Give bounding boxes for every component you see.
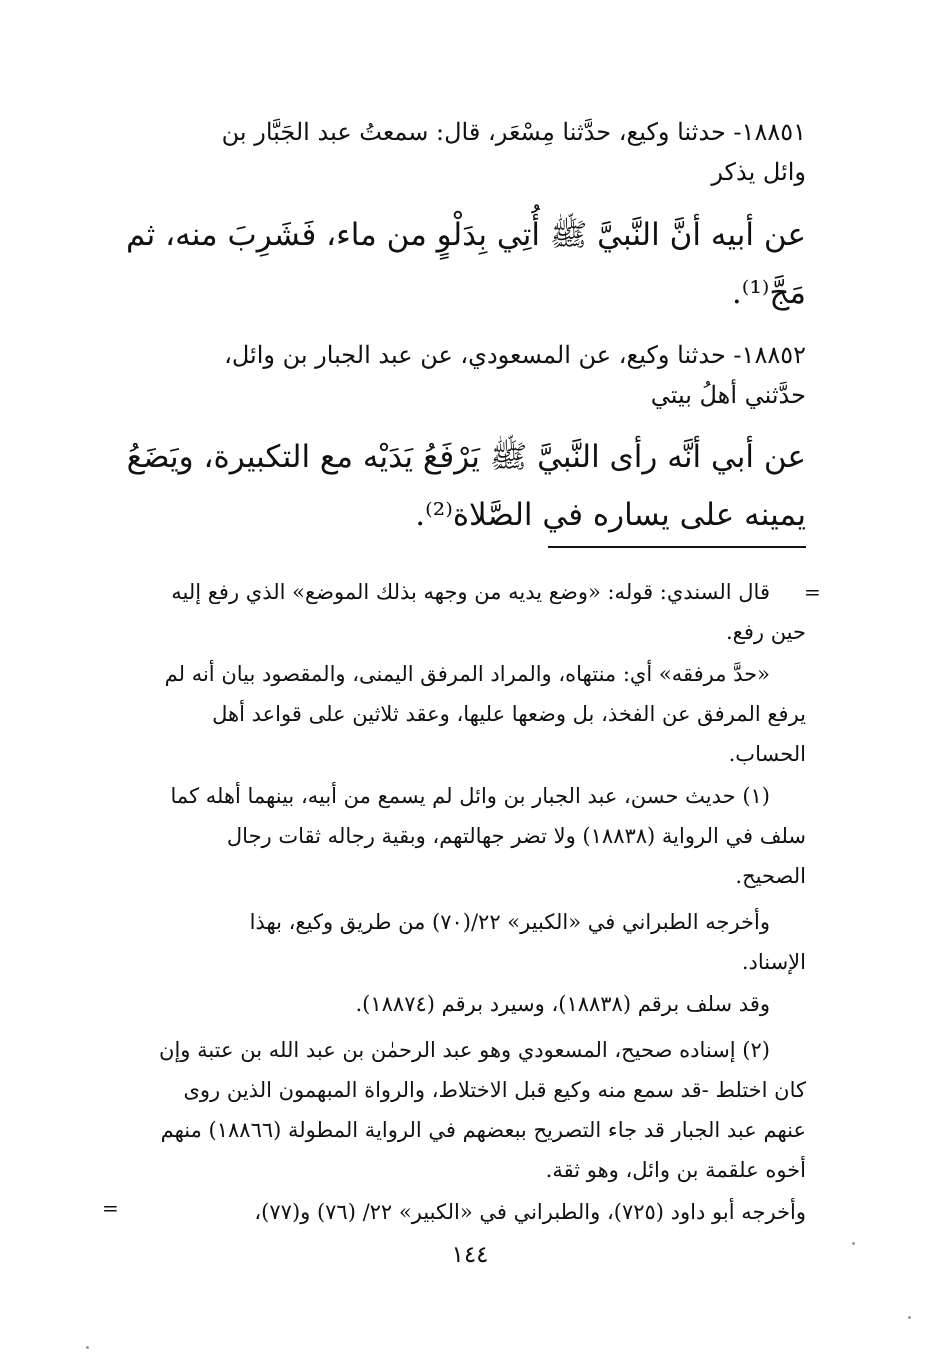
text-line: الحساب. xyxy=(728,742,806,766)
text-line: وقد سلف برقم (١٨٨٣٨)، وسيرد برقم (١٨٨٧٤). xyxy=(355,992,770,1016)
footnote-2-abudawud xyxy=(130,1192,806,1232)
hadith-18852-text xyxy=(96,428,806,544)
text-line: وائل يذكر xyxy=(711,158,806,186)
continuation-mark-end: = xyxy=(102,1196,119,1220)
footnote-separator xyxy=(548,546,806,548)
text-line: الإسناد. xyxy=(741,950,806,974)
footnote-2 xyxy=(100,1030,806,1190)
hadith-18852-intro xyxy=(100,335,806,415)
footnote-1 xyxy=(100,776,806,896)
text-line: «حدَّ مرفقه» أي: منتهاه، والمراد المرفق اليمنى، والمقصود بيان أنه لم xyxy=(164,662,770,686)
footnote-1-tabarani xyxy=(100,902,806,982)
text-line: عن أبيه أنَّ النَّبيَّ ﷺ أُتِي بِدَلْوٍ من ماء، فَشَرِبَ منه، ثم xyxy=(125,217,806,253)
text-line: قال السندي: قوله: «وضع يديه من وجهه بذلك الموضع» الذي رفع إليه xyxy=(171,580,770,604)
text-line: عنهم عبد الجبار قد جاء التصريح ببعضهم في الرواية المطولة (١٨٨٦٦) منهم xyxy=(160,1118,806,1142)
text-line: يمينه على يساره في الصَّلاة⁽²⁾. xyxy=(415,497,806,533)
text-line: وأخرجه أبو داود (٧٢٥)، والطبراني في «الكبير» ٢٢/ (٧٦) و(٧٧)، xyxy=(254,1200,806,1224)
text-line: يرفع المرفق عن الفخذ، بل وضعها عليها، وعقد ثلاثين على قواعد أهل xyxy=(212,702,806,726)
page-number: ١٤٤ xyxy=(451,1242,489,1268)
hadith-18851-intro xyxy=(100,112,806,192)
text-line: (١) حديث حسن، عبد الجبار بن وائل لم يسمع من أبيه، بينهما أهله كما xyxy=(170,784,770,808)
text-line: مَجَّ⁽¹⁾. xyxy=(731,275,806,311)
scan-speck xyxy=(86,1346,89,1349)
text-line: عن أبي أنَّه رأى النَّبيَّ ﷺ يَرْفَعُ يَدَيْه مع التكبيرة، ويَضَعُ xyxy=(126,439,806,475)
text-line: (٢) إسناده صحيح، المسعودي وهو عبد الرحمٰن بن عبد الله بن عتبة وإن xyxy=(159,1038,770,1062)
text-line: ١٨٨٥٢- حدثنا وكيع، عن المسعودي، عن عبد الجبار بن وائل، xyxy=(224,341,806,369)
hadith-18851-text xyxy=(96,206,806,322)
text-line: وأخرجه الطبراني في «الكبير» ٢٢/(٧٠) من طريق وكيع، بهذا xyxy=(249,910,770,934)
text-line: حين رفع. xyxy=(725,620,806,644)
footnote-marfaq xyxy=(100,654,806,774)
footnote-sindi xyxy=(100,572,806,652)
text-line: سلف في الرواية (١٨٨٣٨) ولا تضر جهالتهم، وبقية رجاله ثقات رجال xyxy=(226,824,806,848)
footnote-1-cross-ref xyxy=(100,984,806,1024)
text-line: حدَّثني أهلُ بيتي xyxy=(650,381,806,409)
scan-speck xyxy=(852,1242,855,1245)
text-line: أخوه علقمة بن وائل، وهو ثقة. xyxy=(545,1158,806,1182)
text-line: كان اختلط -قد سمع منه وكيع قبل الاختلاط، والرواة المبهمون الذين روى xyxy=(183,1078,806,1102)
scan-speck xyxy=(908,1316,911,1319)
text-line: ١٨٨٥١- حدثنا وكيع، حدَّثنا مِسْعَر، قال: سمعتُ عبد الجَبَّار بن xyxy=(221,118,806,146)
continuation-mark: = xyxy=(804,580,821,604)
text-line: الصحيح. xyxy=(735,864,806,888)
